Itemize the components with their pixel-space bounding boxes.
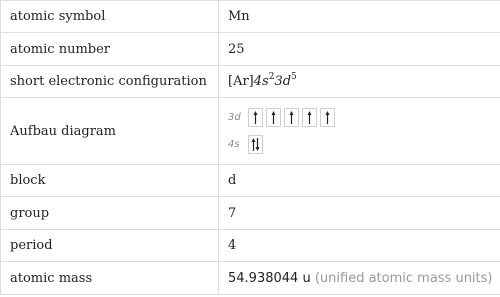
mass-number: 54.938044 — [228, 270, 299, 286]
config-core: [Ar] — [228, 74, 254, 89]
table-row — [1, 197, 500, 230]
property-label: block — [1, 165, 219, 197]
electron-configuration — [219, 66, 500, 98]
orbital-row-3d — [228, 108, 491, 128]
property-label: atomic number — [1, 33, 219, 66]
orbital-row-4s — [228, 135, 491, 155]
aufbau-diagram — [219, 98, 500, 165]
orbital-box — [284, 108, 299, 127]
property-value: 4 — [219, 230, 500, 262]
spin-up-arrow-icon — [272, 111, 276, 124]
config-orbital: 3d — [274, 74, 292, 89]
spin-up-arrow-icon — [326, 111, 330, 124]
property-label: short electronic configuration — [1, 66, 219, 98]
mass-unit: u — [302, 270, 311, 286]
config-exponent: 2 — [268, 71, 275, 82]
property-label: period — [1, 230, 219, 262]
orbital-box — [248, 135, 263, 154]
spin-down-arrow-icon — [256, 138, 260, 151]
orbital-box — [248, 108, 263, 127]
table-row — [1, 1, 500, 33]
table-row — [1, 262, 500, 295]
property-label: Aufbau diagram — [1, 98, 219, 165]
spin-up-arrow-icon — [254, 111, 258, 124]
config-orbital: 4s — [253, 74, 269, 89]
mass-unit-description: (unified atomic mass units) — [314, 270, 493, 286]
property-label: atomic mass — [1, 262, 219, 295]
property-value: 7 — [219, 197, 500, 230]
spin-up-arrow-icon — [290, 111, 294, 124]
spin-up-arrow-icon — [308, 111, 312, 124]
property-label: atomic symbol — [1, 1, 219, 33]
property-value: 25 — [219, 33, 500, 66]
table-row — [1, 66, 500, 98]
orbital-box — [302, 108, 317, 127]
property-value: Mn — [219, 1, 500, 33]
spin-up-arrow-icon — [252, 138, 256, 151]
table-row — [1, 33, 500, 66]
table-row — [1, 230, 500, 262]
orbital-label: 3d — [228, 112, 241, 123]
orbital-box — [320, 108, 335, 127]
table-row — [1, 165, 500, 197]
property-label: group — [1, 197, 219, 230]
property-value: d — [219, 165, 500, 197]
atomic-mass-value — [219, 262, 500, 295]
orbital-box — [266, 108, 281, 127]
table-row — [1, 98, 500, 165]
config-exponent: 5 — [291, 71, 297, 82]
orbital-label: 4s — [228, 139, 240, 150]
